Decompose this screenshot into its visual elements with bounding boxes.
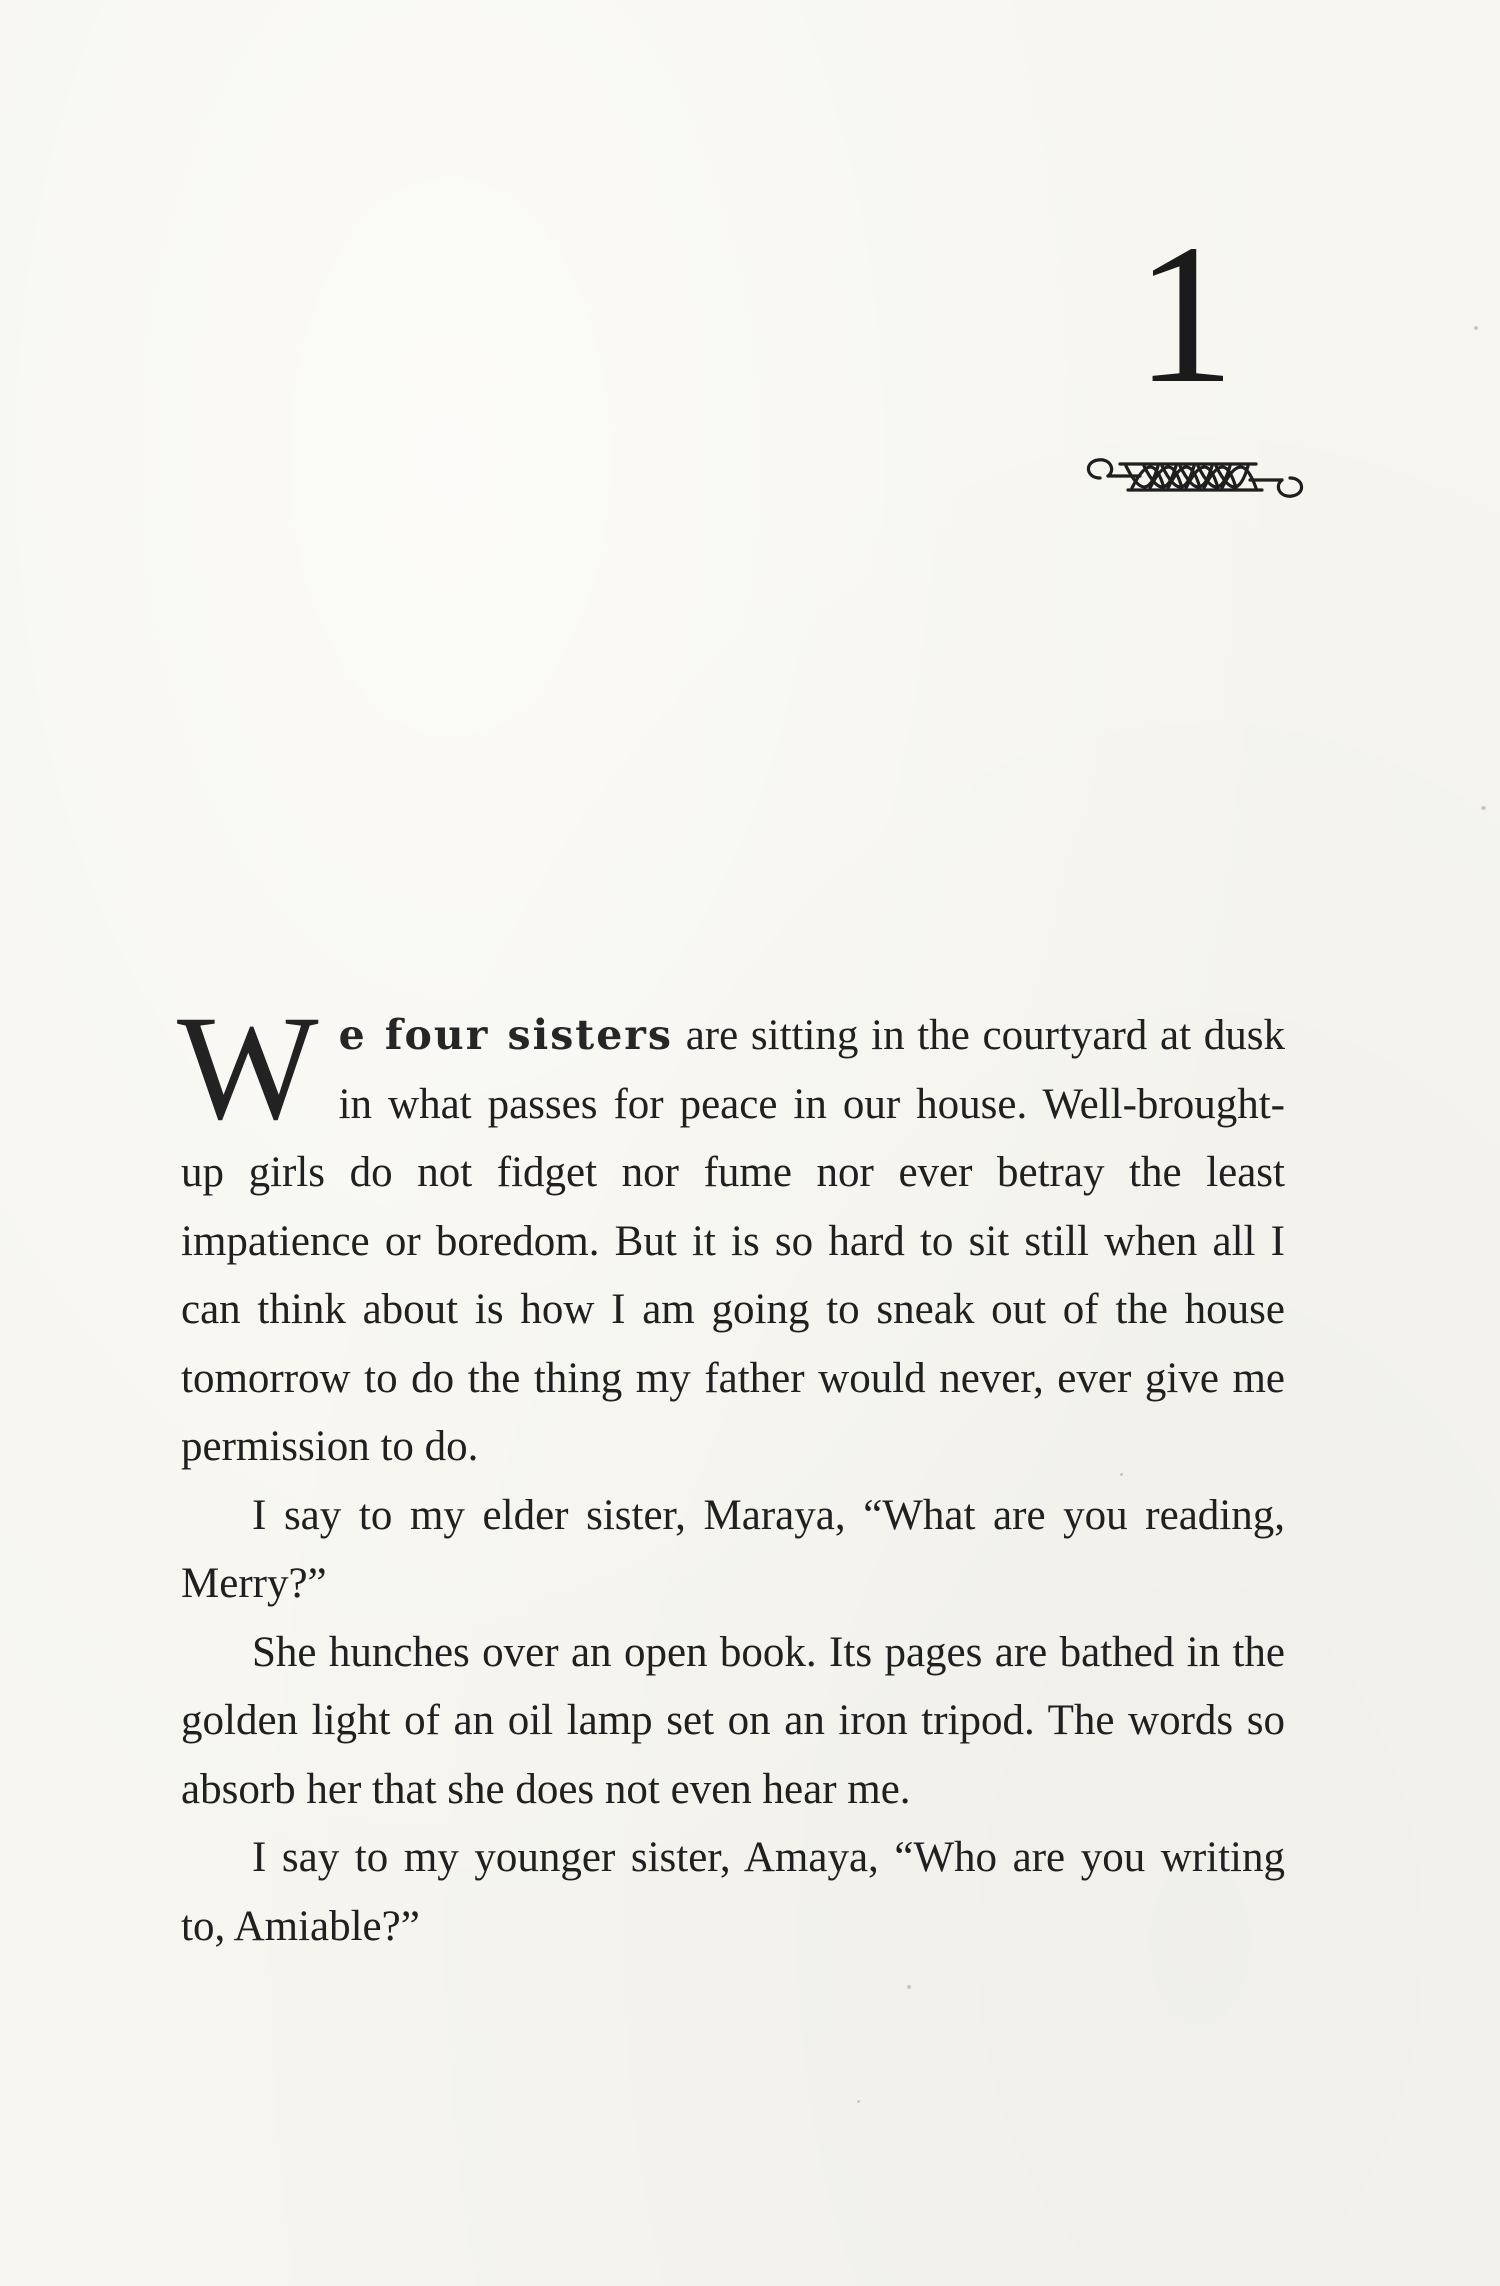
chapter-body-text xyxy=(177,985,1285,1961)
drop-cap: W xyxy=(177,985,319,1151)
paper-speck xyxy=(1481,806,1486,810)
paragraph-4: I say to my younger sister, Amaya, “Who are you writing to, Amiable?” xyxy=(181,1834,1285,1950)
paragraph-1-text: are sitting in the courtyard at dusk in what passes for peace in our house. Well-brought-up girls do not fidget nor fume nor ever betray the least impatience or boredom. But it is so hard to sit still when all I can think about is how I am going to sneak out of the house tomorrow to do the thing my father would never, ever give me permission to do. xyxy=(181,1012,1285,1470)
lead-in-small-caps: e four sisters xyxy=(338,1011,673,1059)
paragraph-3: She hunches over an open book. Its pages are bathed in the golden light of an oil lamp set on an iron tripod. The words so absorb her that she does not even hear me. xyxy=(181,1628,1285,1813)
paper-speck xyxy=(1120,1473,1123,1476)
paper-speck xyxy=(1474,326,1478,330)
scroll-ornament-icon xyxy=(1080,448,1310,506)
paragraph-1 xyxy=(177,985,1285,1482)
paragraph-2: I say to my elder sister, Maraya, “What are you reading, Merry?” xyxy=(181,1491,1285,1607)
paper-speck xyxy=(857,2100,860,2103)
chapter-number: 1 xyxy=(1135,204,1235,425)
paper-speck xyxy=(907,1985,911,1989)
